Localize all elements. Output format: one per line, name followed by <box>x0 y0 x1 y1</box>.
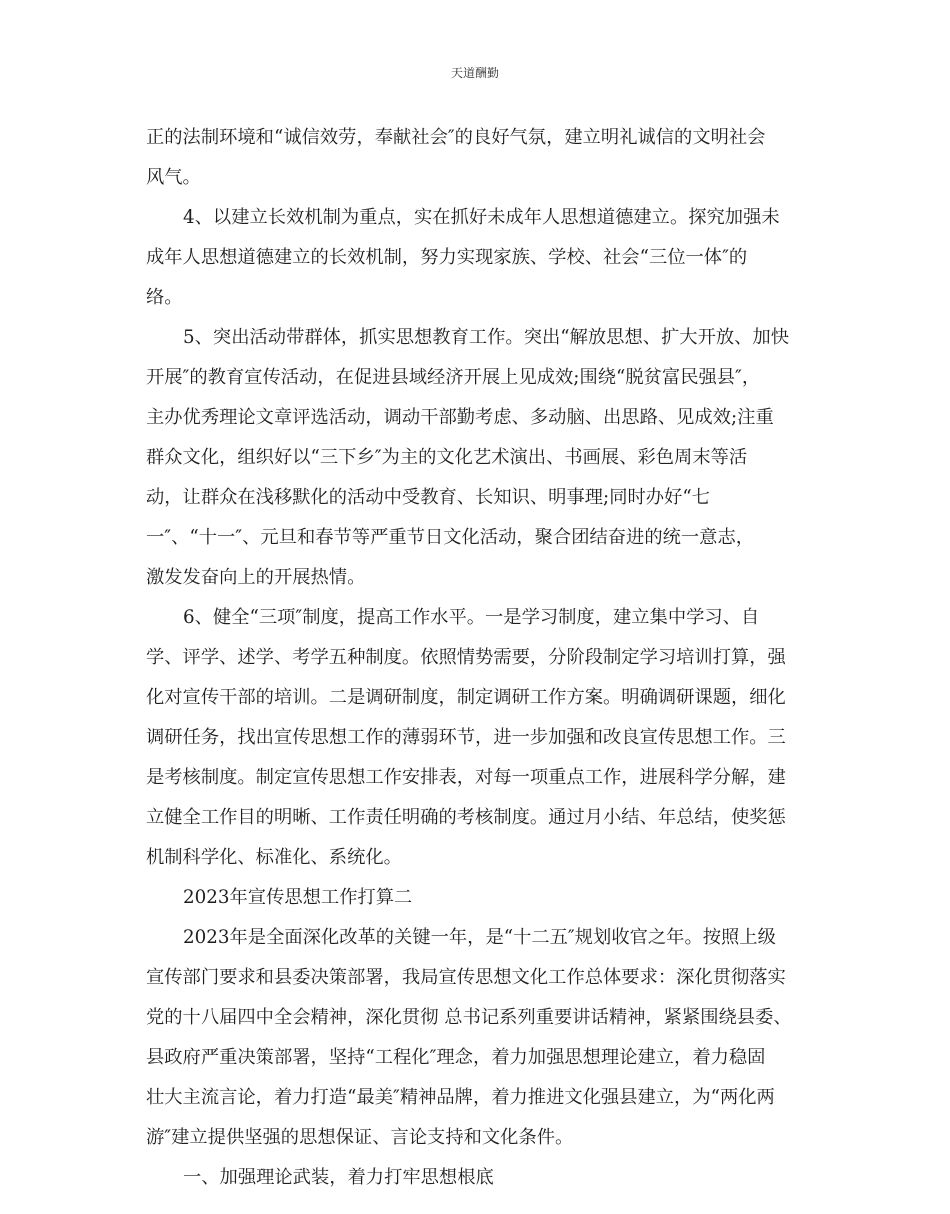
text-line: 正的法制环境和“诚信效劳，奉献社会″的良好气氛，建立明礼诚信的文明社会 <box>146 127 766 148</box>
text-line: 一、加强理论武装，着力打牢思想根底 <box>183 1167 494 1188</box>
text-line: 一″、“十一″、元旦和春节等严重节日文化活动，聚合团结奋进的统一意志， <box>146 527 755 548</box>
text-line: 党的十八届四中全会精神，深化贯彻 总书记系列重要讲话精神，紧紧围绕县委、 <box>146 1007 792 1028</box>
text-line: 5、突出活动带群体，抓实思想教育工作。突出“解放思想、扩大开放、加快 <box>183 327 789 348</box>
text-line: 2023年宣传思想工作打算二 <box>183 887 413 908</box>
text-line: 群众文化，组织好以“三下乡″为主的文化艺术演出、书画展、彩色周末等活 <box>146 447 748 468</box>
text-line: 开展″的教育宣传活动，在促进县域经济开展上见成效;围绕“脱贫富民强县″， <box>146 367 761 388</box>
text-line: 立健全工作目的明晰、工作责任明确的考核制度。通过月小结、年总结，使奖惩 <box>146 807 786 828</box>
text-line: 络。 <box>146 287 183 308</box>
page-header: 天道酬勤 <box>450 66 499 80</box>
text-line: 县政府严重决策部署，坚持“工程化″理念，着力加强思想理论建立，着力稳固 <box>146 1047 766 1068</box>
text-line: 激发发奋向上的开展热情。 <box>146 567 366 588</box>
text-line: 2023年是全面深化改革的关键一年，是“十二五″规划收官之年。按照上级 <box>183 927 776 948</box>
text-line: 机制科学化、标准化、系统化。 <box>146 847 402 868</box>
text-line: 主办优秀理论文章评选活动，调动干部勤考虑、多动脑、出思路、见成效;注重 <box>146 407 774 428</box>
text-line: 风气。 <box>146 167 201 188</box>
text-line: 学、评学、述学、考学五种制度。依照情势需要，分阶段制定学习培训打算，强 <box>146 647 786 668</box>
text-line: 调研任务，找出宣传思想工作的薄弱环节，进一步加强和改良宣传思想工作。三 <box>146 727 786 748</box>
text-line: 壮大主流言论，着力打造“最美″精神品牌，着力推进文化强县建立，为“两化两 <box>146 1087 775 1108</box>
text-line: 动，让群众在浅移默化的活动中受教育、长知识、明事理;同时办好“七 <box>146 487 710 508</box>
text-line: 成年人思想道德建立的长效机制，努力实现家族、学校、社会“三位一体″的 <box>146 247 748 268</box>
text-line: 6、健全“三项″制度，提高工作水平。一是学习制度，建立集中学习、自 <box>183 607 760 628</box>
document-body <box>146 118 806 1198</box>
text-line: 是考核制度。制定宣传思想工作安排表，对每一项重点工作，进展科学分解，建 <box>146 767 786 788</box>
text-line: 化对宣传干部的培训。二是调研制度，制定调研工作方案。明确调研课题，细化 <box>146 687 786 708</box>
text-line: 游″建立提供坚强的思想保证、言论支持和文化条件。 <box>146 1127 574 1148</box>
text-line: 4、以建立长效机制为重点，实在抓好未成年人思想道德建立。探究加强未 <box>183 207 780 228</box>
text-line: 宣传部门要求和县委决策部署，我局宣传思想文化工作总体要求：深化贯彻落实 <box>146 967 786 988</box>
